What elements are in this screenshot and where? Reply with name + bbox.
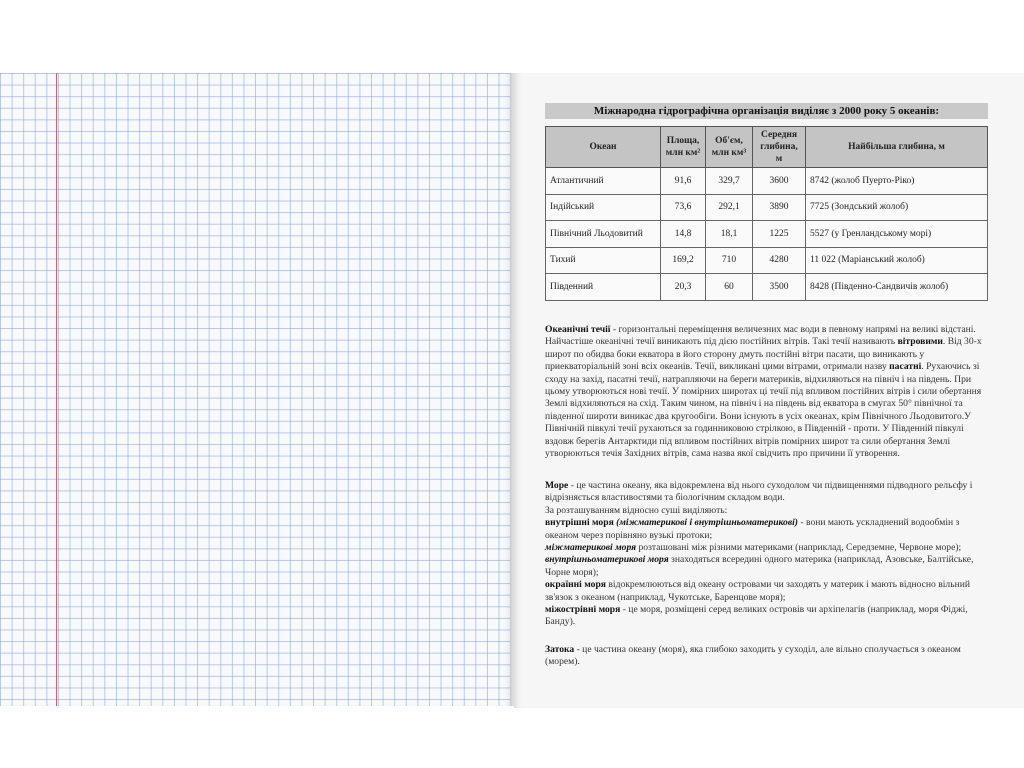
cell-max-depth: 8742 (жолоб Пуерто-Ріко) — [806, 168, 988, 195]
header-max-depth: Найбільша глибина, м — [806, 127, 988, 168]
cell-ocean: Атлантичний — [546, 168, 661, 195]
cell-area: 20,3 — [661, 274, 706, 301]
cell-volume: 18,1 — [706, 221, 753, 248]
header-volume: Об'єм, млн км³ — [706, 127, 753, 168]
currents-text-2: . Від 30-х широт по обидва боки екватора в його сторону дмуть постійні вітри пасати, що виникають у приекваторіальній зоні всіх океанів. Течії, викликані цими вітрами, отримали назву — [545, 336, 982, 373]
intercontinental-term: міжматерикові моря — [545, 542, 637, 554]
cell-ocean: Тихий — [546, 247, 661, 274]
sea-term: Море — [545, 480, 569, 491]
bay-text: - це частина океану (моря), яка глибоко заходить у суходіл, але вільно сполучається з океаном (морем). — [545, 644, 961, 668]
inner-seas-sub: (міжматерикові і внутрішньоматерикові) — [613, 517, 798, 529]
cell-ocean: Північний Льодовитий — [546, 221, 661, 248]
header-area: Площа, млн км² — [661, 127, 706, 168]
header-avg-depth: Середня глибина, м — [753, 127, 806, 168]
cell-ocean: Південний — [546, 274, 661, 301]
intracontinental-term: внутрішньоматерикові моря — [545, 554, 669, 566]
bay-paragraph — [545, 644, 993, 669]
cell-avg-depth: 4280 — [753, 247, 806, 274]
cell-area: 73,6 — [661, 194, 706, 221]
currents-term-3: пасатні — [889, 361, 922, 373]
cell-avg-depth: 3500 — [753, 274, 806, 301]
cell-area: 91,6 — [661, 168, 706, 195]
cell-avg-depth: 3890 — [753, 194, 806, 221]
table-row — [546, 168, 988, 195]
marginal-term: окраїнні моря — [545, 579, 606, 591]
table-header-row — [546, 127, 988, 168]
table-row — [546, 274, 988, 301]
table-banner: Міжнародна гідрографічна організація виділяє з 2000 року 5 океанів: — [545, 103, 988, 119]
header-ocean: Океан — [546, 127, 661, 168]
table-row — [546, 221, 988, 248]
currents-term: Океанічні течії — [545, 324, 611, 335]
seas-intro: За розташуванням відносно суші виділяють: — [545, 504, 728, 516]
bay-term: Затока — [545, 644, 575, 655]
cell-ocean: Індійський — [546, 194, 661, 221]
cell-volume: 710 — [706, 247, 753, 274]
cell-max-depth: 7725 (Зондський жолоб) — [806, 194, 988, 221]
cell-volume: 292,1 — [706, 194, 753, 221]
inner-seas-text: - вони мають ускладнений водообмін з океаном через порівняно вузькі протоки; — [545, 517, 960, 541]
table-row — [546, 194, 988, 221]
table-row — [546, 247, 988, 274]
cell-avg-depth: 3600 — [753, 168, 806, 195]
seas-section — [545, 480, 993, 629]
cell-volume: 60 — [706, 274, 753, 301]
currents-text-3: . Рухаючись зі сходу на захід, пасатні течії, натрапляючи на береги материків, відхиляються на північ і на південь. При цьому утворюються нові течії. У помірних широтах ці течії під впливом постійних вітрів і сили обертання Землі відхиляються на схід. Таким чином, на північ і на південь від екватора в смугах 50° північної та південної широти виникає два кругообіги. Вони існують в усіх океанах, крім Північного Льодовитого.У Північній півкулі течії рухаються за годинниковою стрілкою, в Південній - проти. У Південній півкулі вздовж берегів Антарктиди під впливом постійних вітрів помірних широт та сили обертання Землі утворюються течія Західних вітрів, сама назва якої свідчить про причини її утворення. — [545, 361, 982, 460]
grid-notebook-page — [0, 73, 512, 706]
cell-avg-depth: 1225 — [753, 221, 806, 248]
sea-definition: - це частина океану, яка відокремлена від нього суходолом чи підвищеннями підводного рельєфу і відрізняється властивостями та біологічним складом води. — [545, 480, 973, 504]
oceans-table — [545, 126, 988, 301]
inter-island-term: міжострівні моря — [545, 604, 621, 616]
marginal-text: відокремлюються від океану островами чи заходять у материк і мають відносно вільний зв'язок з океаном (наприклад, Чукотське, Баренцове моря); — [545, 579, 970, 603]
margin-line — [56, 73, 57, 706]
cell-area: 169,2 — [661, 247, 706, 274]
currents-term-2: вітровими — [897, 336, 943, 348]
currents-paragraph — [545, 324, 993, 460]
inter-island-text: - це моря, розміщені серед великих островів чи архіпелагів (наприклад, моря Фіджі, Банду). — [545, 604, 968, 628]
intracontinental-text: знаходяться всередині одного материка (наприклад, Азовське, Балтійське, Чорне моря); — [545, 554, 974, 578]
cell-volume: 329,7 — [706, 168, 753, 195]
inner-seas-term: внутрішні моря — [545, 517, 614, 529]
cell-area: 14,8 — [661, 221, 706, 248]
cell-max-depth: 5527 (у Гренландському морі) — [806, 221, 988, 248]
cell-max-depth: 8428 (Південно-Сандвичів жолоб) — [806, 274, 988, 301]
cell-max-depth: 11 022 (Маріанський жолоб) — [806, 247, 988, 274]
intercontinental-text: розташовані між різними материками (наприклад, Середземне, Червоне море); — [636, 542, 962, 554]
currents-text-1: - горизонтальні переміщення величезних мас води в певному напрямі на великі відстані. Найчастіше океанічні течії виникають під дією постійних вітрів. Такі течії називають — [545, 324, 976, 348]
